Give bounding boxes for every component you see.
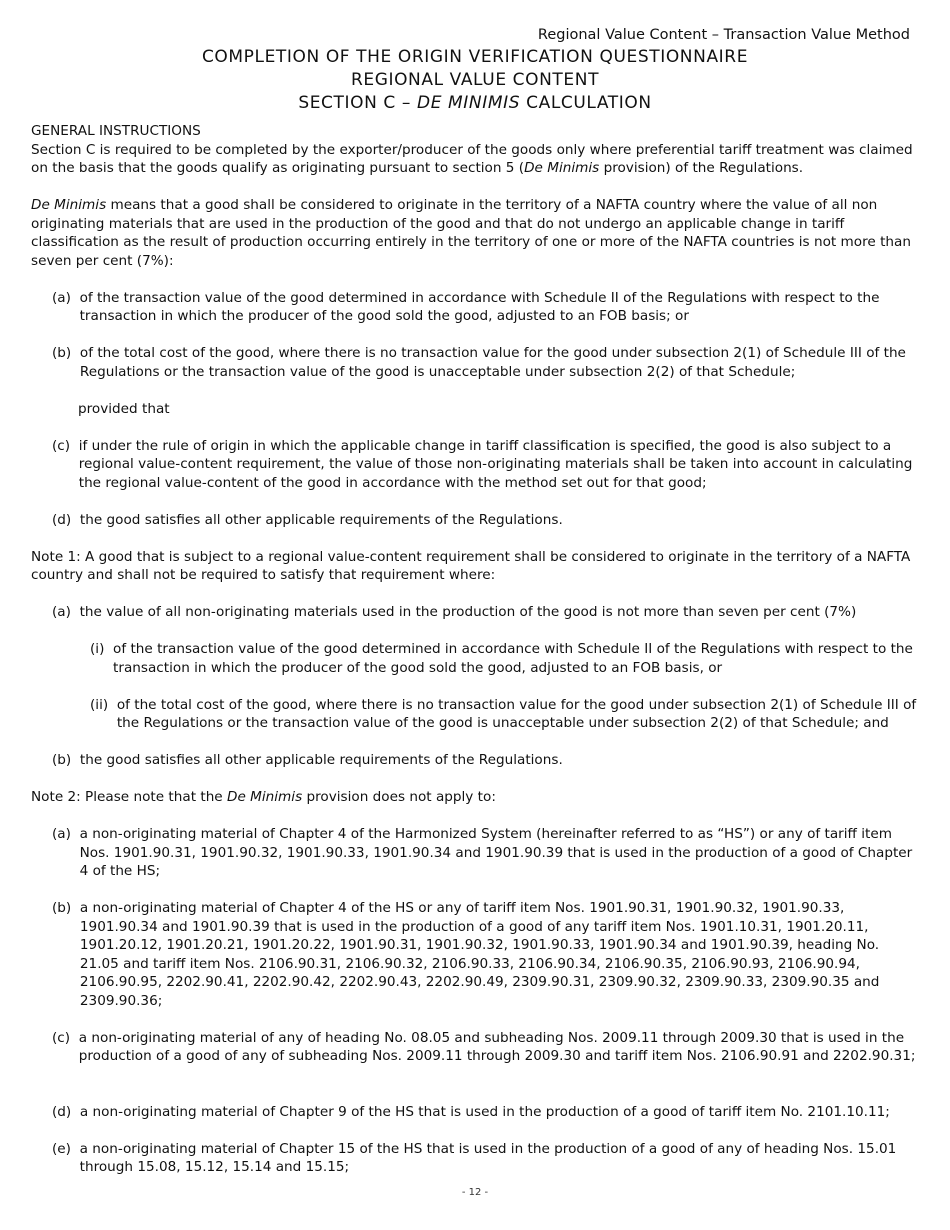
item-label: (e)	[52, 1140, 80, 1157]
title-line-3-prefix: SECTION C –	[298, 93, 417, 113]
title-block	[0, 46, 950, 115]
item-label: (ii)	[90, 696, 117, 713]
item-label: (b)	[52, 900, 80, 916]
item-text: a non-originating material of Chapter 9 of the HS that is used in the production of a good of tariff item No. 2101.10.11;	[79, 1103, 890, 1120]
item-text: a non-originating material of any of heading No. 08.05 and subheading Nos. 2009.11 through 2009.30 that is used in the production of a good of any of subheading Nos. 2009.11 through 2009.30 and tariff item Nos. 2106.90.91 and 2202.90.31;	[78, 1029, 916, 1064]
definition-text: means that a good shall be considered to originate in the territory of a NAFTA country where the value of all non originating materials that are used in the production of the good and that do not undergo an applicable change in tariff classification as the result of production occurring entirely in the territory of one or more of the NAFTA countries is not more than seven per cent (7%):	[31, 197, 911, 269]
item-label: (a)	[52, 604, 80, 620]
item-text: if under the rule of origin in which the applicable change in tariff classification is specified, the good is also subject to a regional value-content requirement, the value of those non-originating materials shall be taken into account in calculating the regional value-content of the good in accordance with the method set out for that good;	[78, 437, 913, 491]
note-2	[31, 788, 921, 807]
list-item	[31, 603, 921, 622]
instruction-text-b: provision) of the Regulations.	[599, 160, 804, 176]
item-label: (b)	[52, 345, 80, 361]
item-label: (b)	[52, 752, 80, 768]
item-text: a non-originating material of Chapter 4 of the Harmonized System (hereinafter referred to as “HS”) or any of tariff item Nos. 1901.90.31, 1901.90.32, 1901.90.33, 1901.90.34 and 1901.90.39 that is used in the production of a good of Chapter 4 of the HS;	[79, 826, 913, 879]
list-item	[31, 899, 921, 1010]
item-label: (i)	[90, 641, 114, 657]
list-item	[31, 1029, 921, 1066]
sub-list-item	[31, 640, 921, 677]
list-item	[31, 289, 921, 326]
list-item	[31, 1103, 921, 1122]
note-2-emphasis: De Minimis	[227, 789, 303, 805]
item-label: (d)	[52, 1103, 80, 1120]
list-item	[31, 825, 921, 881]
list-item	[31, 1140, 921, 1177]
title-line-3	[0, 92, 950, 115]
running-header: Regional Value Content – Transaction Value Method	[537, 27, 910, 43]
item-text: the value of all non-originating materials used in the production of the good is not more than seven per cent (7%)	[79, 604, 857, 620]
item-label: (a)	[52, 826, 80, 842]
page-number: - 12 -	[461, 1187, 489, 1198]
instruction-text-a: Section C is required to be completed by the exporter/producer of the goods only where preferential tariff treatment was claimed on the basis that the goods qualify as originating pursuant to section 5 (	[31, 141, 913, 176]
item-label: (c)	[52, 1029, 79, 1046]
item-label: (a)	[52, 289, 80, 306]
list-item	[31, 751, 921, 770]
instruction-paragraph	[31, 141, 921, 178]
definition-paragraph	[31, 196, 921, 270]
note-2-suffix: provision does not apply to:	[302, 789, 496, 805]
document-body	[31, 122, 921, 1177]
item-text: of the total cost of the good, where there is no transaction value for the good under subsection 2(1) of Schedule III of the Regulations or the transaction value of the good is unacceptable under subsection 2(2) of that Schedule;	[79, 345, 906, 380]
section-heading: GENERAL INSTRUCTIONS	[31, 123, 201, 139]
title-line-3-emphasis: DE MINIMIS	[417, 93, 521, 113]
item-text: of the transaction value of the good determined in accordance with Schedule II of the Regulations with respect to the transaction in which the producer of the good sold the good, adjusted to an FOB basis, or	[113, 641, 913, 676]
item-text: of the total cost of the good, where there is no transaction value for the good under subsection 2(1) of Schedule III of the Regulations or the transaction value of the good is unacceptable under subsection 2(2) of that Schedule; and	[116, 696, 917, 731]
definition-term: De Minimis	[31, 197, 107, 213]
item-text: a non-originating material of Chapter 4 of the HS or any of tariff item Nos. 1901.90.31, 1901.90.32, 1901.90.33, 1901.90.34 and 1901.90.39 that is used in the production of a good of any tariff item Nos. 1901.10.31, 1901.20.11, 1901.20.12, 1901.20.21, 1901.20.22, 1901.90.31, 1901.90.32, 1901.90.33, 1901.90.34 and 1901.90.39, heading No. 21.05 and tariff item Nos. 2106.90.31, 2106.90.32, 2106.90.33, 2106.90.34, 2106.90.35, 2106.90.93, 2106.90.94, 2106.90.95, 2202.90.41, 2202.90.42, 2202.90.43, 2202.90.49, 2309.90.31, 2309.90.32, 2309.90.33, 2309.90.35 and 2309.90.36;	[79, 900, 880, 1009]
list-item	[31, 344, 921, 381]
list-item	[31, 511, 921, 530]
title-line-2: REGIONAL VALUE CONTENT	[350, 70, 600, 90]
item-text: the good satisfies all other applicable requirements of the Regulations.	[79, 511, 563, 528]
item-text: a non-originating material of Chapter 15 of the HS that is used in the production of a good of any of heading Nos. 15.01 through 15.08, 15.12, 15.14 and 15.15;	[79, 1140, 897, 1175]
note-1: Note 1: A good that is subject to a regional value-content requirement shall be considered to originate in the territory of a NAFTA country and shall not be required to satisfy that requirement where:	[31, 548, 911, 583]
item-text: the good satisfies all other applicable requirements of the Regulations.	[79, 752, 563, 768]
item-label: (d)	[52, 511, 80, 528]
item-text: of the transaction value of the good determined in accordance with Schedule II of the Regulations with respect to the transaction in which the producer of the good sold the good, adjusted to an FOB basis; or	[79, 289, 880, 324]
provided-that: provided that	[78, 400, 170, 417]
sub-list-item	[31, 696, 921, 733]
item-label: (c)	[52, 437, 79, 454]
list-item	[31, 437, 921, 493]
title-line-1: COMPLETION OF THE ORIGIN VERIFICATION QUESTIONNAIRE	[201, 47, 749, 67]
instruction-emphasis: De Minimis	[524, 160, 600, 176]
title-line-3-suffix: CALCULATION	[520, 93, 652, 113]
note-2-prefix: Note 2: Please note that the	[31, 789, 227, 805]
